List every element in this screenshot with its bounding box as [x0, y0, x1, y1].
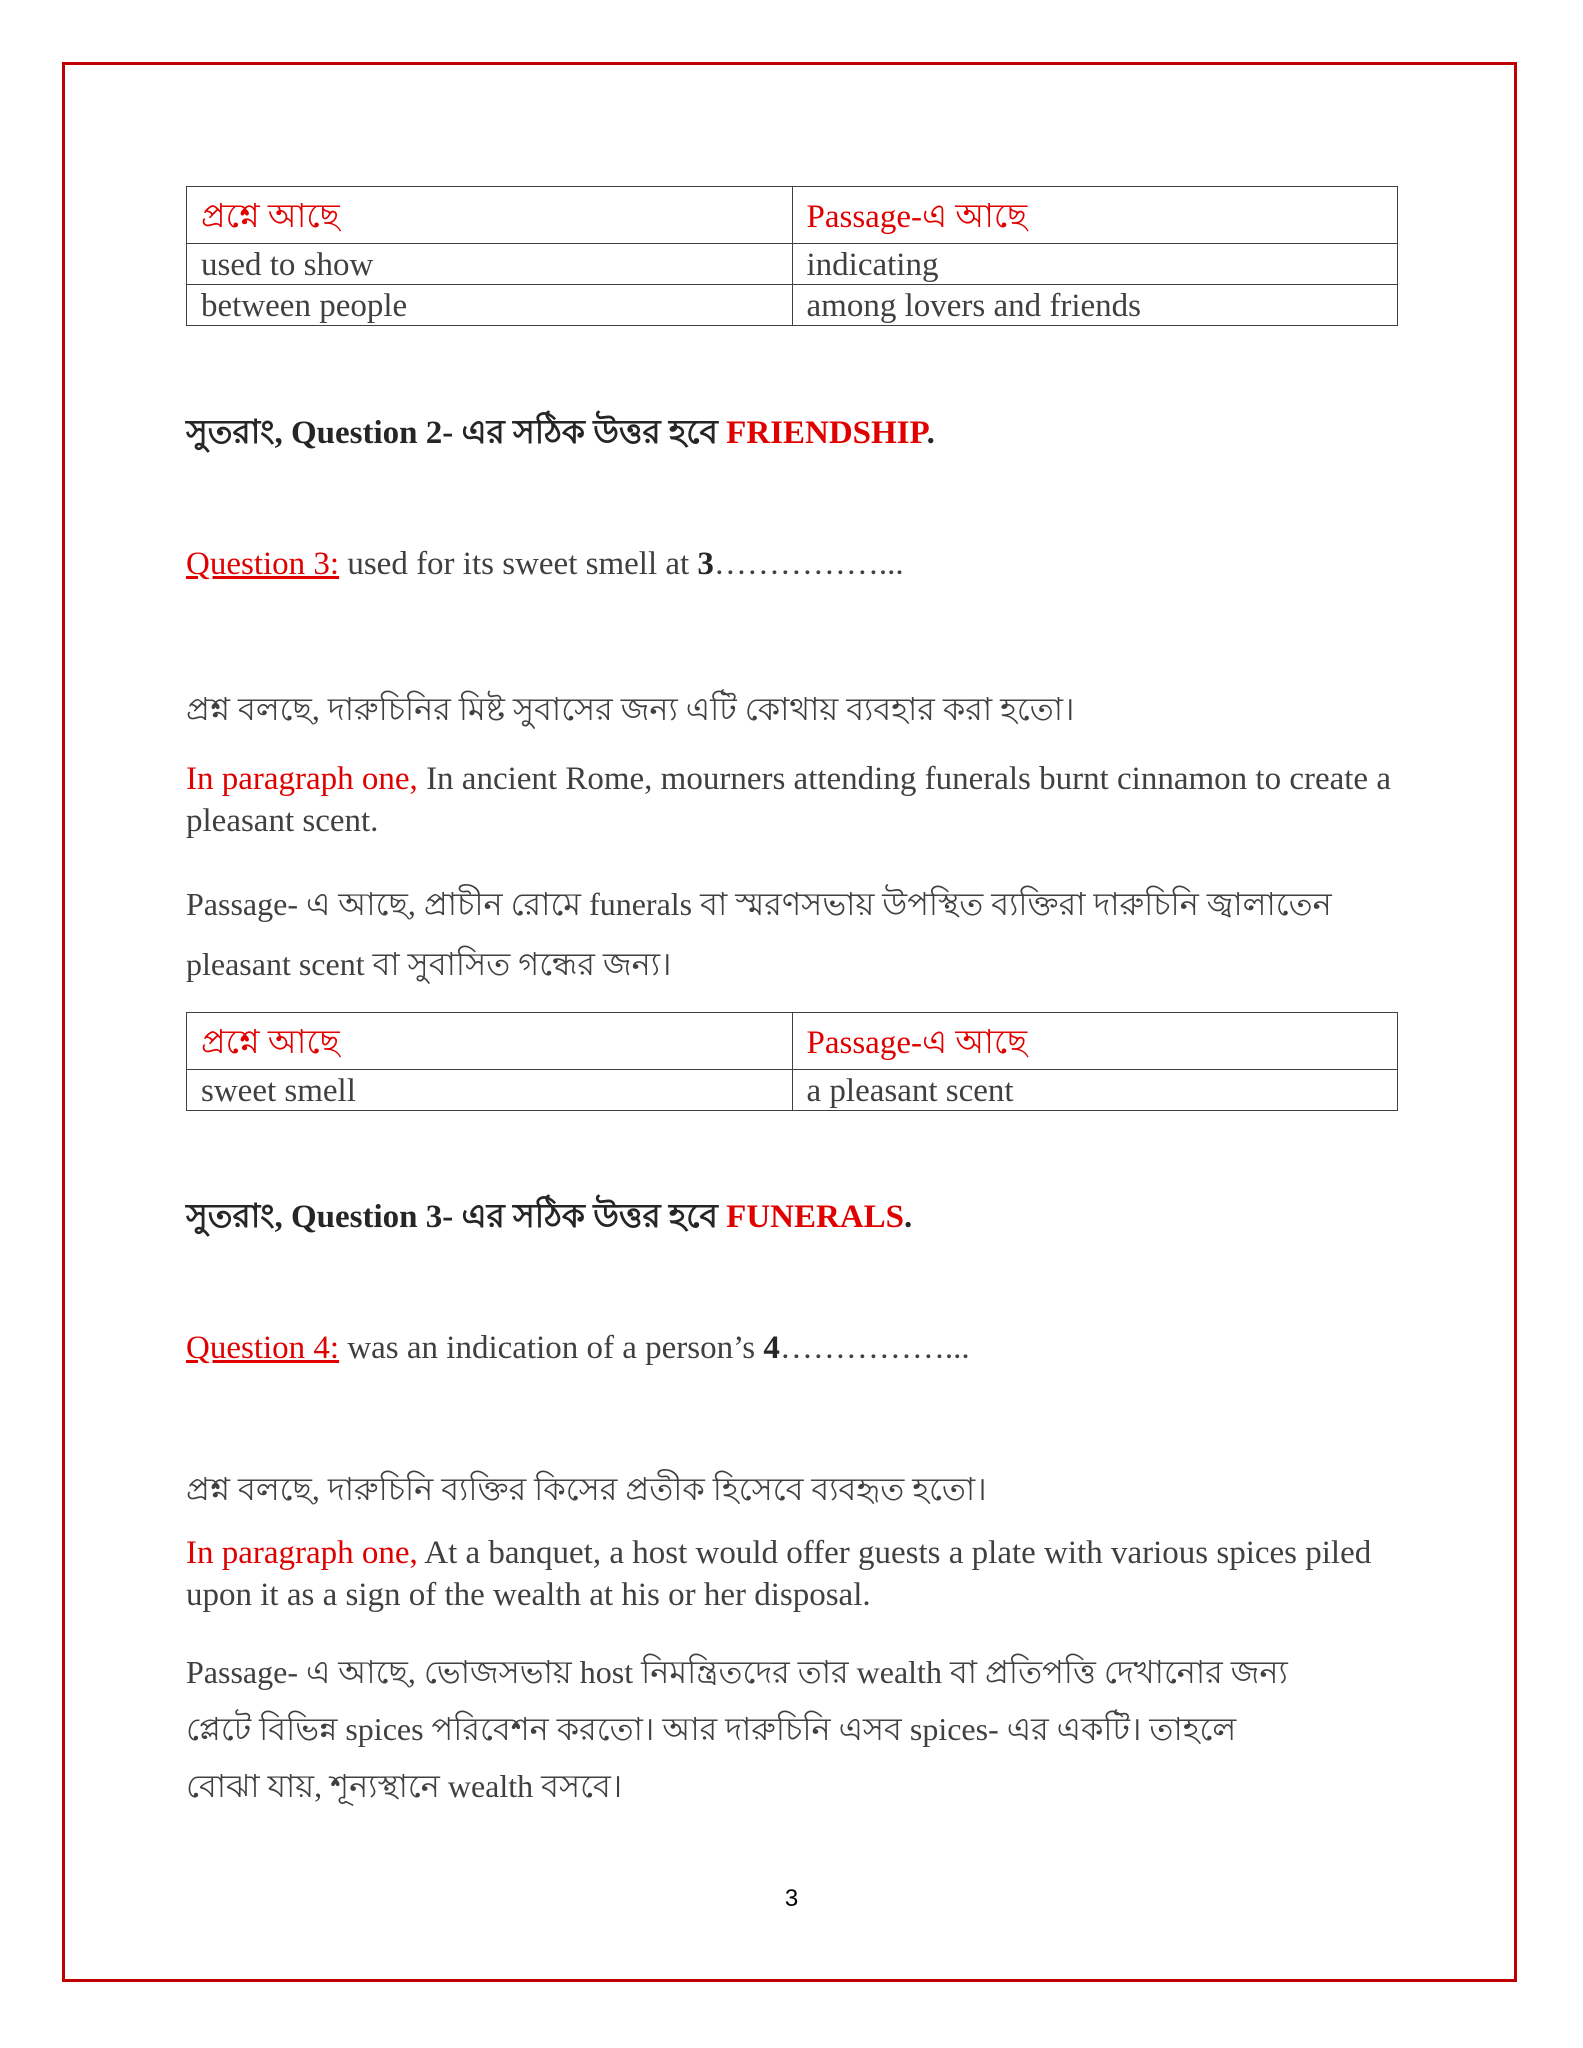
- question-3-bangla: প্রশ্ন বলছে, দারুচিনির মিষ্ট সুবাসের জন্য এটি কোথায় ব্যবহার করা হতো।: [186, 691, 1075, 727]
- table-cell: between people: [187, 285, 793, 326]
- question-3-paragraph: [186, 758, 1398, 842]
- comparison-table-1: [186, 186, 1398, 326]
- paragraph-lead: In paragraph one,: [186, 761, 418, 797]
- blank-number: 4: [763, 1330, 780, 1366]
- passage-line: Passage- এ আছে, ভোজসভায় host নিমন্ত্রিতদের তার wealth বা প্রতিপত্তি দেখানোর জন্য: [186, 1654, 1288, 1690]
- paragraph-text: In ancient Rome, mourners attending funerals burnt cinnamon to create a pleasant scent.: [186, 761, 1391, 839]
- table-cell: sweet smell: [187, 1070, 793, 1111]
- table-header: প্রশ্নে আছে: [187, 1013, 793, 1070]
- question-3-passage-note: [186, 874, 1398, 994]
- blank-number: 3: [697, 546, 714, 582]
- question-3-line: [186, 546, 1398, 583]
- blank-dots: ……………...: [779, 1330, 970, 1366]
- answer-3-line: [186, 1190, 1398, 1246]
- table-header: Passage-এ আছে: [792, 187, 1398, 244]
- passage-line: Passage- এ আছে, প্রাচীন রোমে funerals বা স্মরণসভায় উপস্থিত ব্যক্তিরা দারুচিনি জ্বালাতেন: [186, 886, 1332, 922]
- answer-prefix: সুতরাং, Question 2- এর সঠিক উত্তর হবে: [186, 415, 727, 451]
- comparison-table-2: [186, 1012, 1398, 1111]
- table-cell: indicating: [792, 244, 1398, 285]
- paragraph-text: At a banquet, a host would offer guests a plate with various spices piled upon it as a sign of the wealth at his or her disposal.: [186, 1535, 1372, 1613]
- answer-word: FRIENDSHIP: [726, 415, 927, 451]
- table-cell: a pleasant scent: [792, 1070, 1398, 1111]
- question-4-line: [186, 1330, 1398, 1367]
- table-header: Passage-এ আছে: [792, 1013, 1398, 1070]
- passage-line: বোঝা যায়, শূন্যস্থানে wealth বসবে।: [186, 1768, 623, 1804]
- question-4-paragraph: [186, 1532, 1398, 1616]
- paragraph-lead: In paragraph one,: [186, 1535, 418, 1571]
- page-number: 3: [784, 1885, 799, 1912]
- question-label: Question 4:: [186, 1330, 340, 1366]
- table-cell: used to show: [187, 244, 793, 285]
- question-text: was an indication of a person’s: [339, 1330, 764, 1366]
- table-cell: among lovers and friends: [792, 285, 1398, 326]
- answer-suffix: .: [904, 1199, 913, 1235]
- answer-word: FUNERALS: [726, 1199, 905, 1235]
- blank-dots: ……………...: [713, 546, 904, 582]
- answer-2-line: [186, 406, 1398, 462]
- passage-line: প্লেটে বিভিন্ন spices পরিবেশন করতো। আর দারুচিনি এসব spices- এর একটি। তাহলে: [186, 1711, 1237, 1747]
- answer-prefix: সুতরাং, Question 3- এর সঠিক উত্তর হবে: [186, 1199, 727, 1235]
- question-4-passage-note: [186, 1644, 1398, 1815]
- table-header: প্রশ্নে আছে: [187, 187, 793, 244]
- answer-suffix: .: [926, 415, 935, 451]
- passage-line: pleasant scent বা সুবাসিত গন্ধের জন্য।: [186, 946, 672, 982]
- question-4-bangla: প্রশ্ন বলছে, দারুচিনি ব্যক্তির কিসের প্রতীক হিসেবে ব্যবহৃত হতো।: [186, 1471, 987, 1507]
- question-text: used for its sweet smell at: [339, 546, 698, 582]
- question-label: Question 3:: [186, 546, 340, 582]
